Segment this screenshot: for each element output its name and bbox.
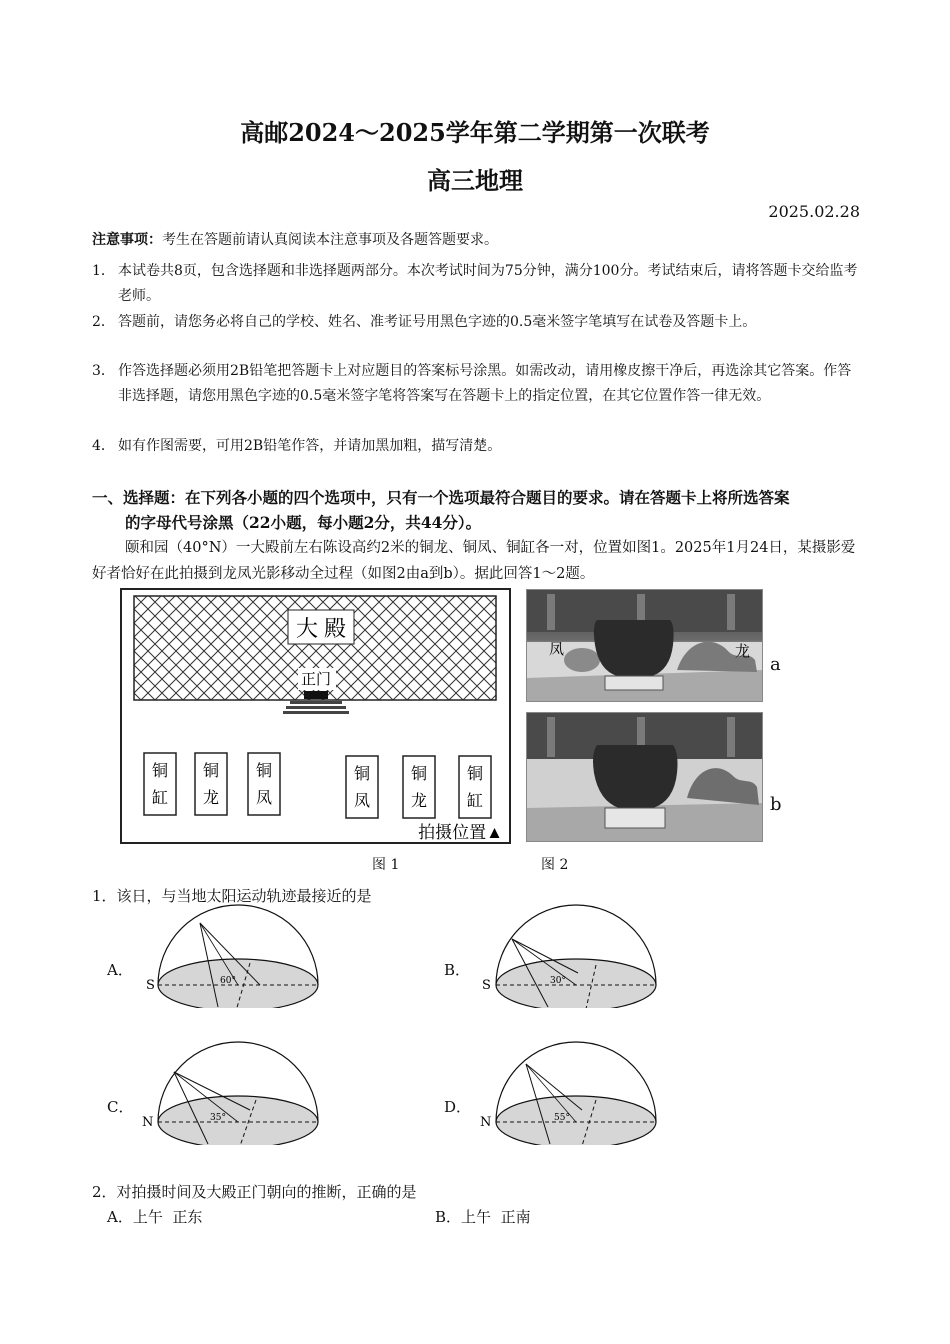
- q2-option-a[interactable]: A．上午 正东: [107, 1208, 203, 1226]
- exam-title: 高邮2024～2025学年第二学期第一次联考: [240, 118, 710, 147]
- svg-text:铜: 铜: [410, 766, 428, 783]
- direction-label: S: [482, 978, 491, 993]
- bronze-item-6: [459, 756, 491, 818]
- notice-intro: 考生在答题前请认真阅读本注意事项及各题答题要求。: [162, 232, 498, 248]
- angle-label: 55°: [554, 1113, 570, 1123]
- q1-option-a-diagram[interactable]: [140, 903, 330, 1008]
- svg-text:铜: 铜: [353, 766, 371, 783]
- angle-label: 35°: [210, 1113, 226, 1123]
- bronze-item-1: [144, 753, 176, 815]
- phoenix-shadow-label: 凤: [549, 641, 565, 658]
- svg-text:缸: 缸: [466, 793, 484, 810]
- bronze-item-3: [248, 753, 280, 815]
- bronze-item-5: [403, 756, 435, 818]
- direction-label: N: [142, 1115, 154, 1130]
- exam-subject: 高三地理: [427, 166, 523, 195]
- question-1-stem: 1．该日，与当地太阳运动轨迹最接近的是: [92, 887, 372, 905]
- q1-option-d-letter[interactable]: D．: [444, 1098, 472, 1116]
- bronze-item-4: [346, 756, 378, 818]
- bronze-item-2: [195, 753, 227, 815]
- q1-option-c-diagram[interactable]: [140, 1040, 330, 1145]
- figure-1-layout: [120, 588, 512, 845]
- q2-option-b[interactable]: B．上午 正南: [435, 1208, 531, 1226]
- notice-item-3: 3． 作答选择题必须用2B铅笔把答题卡上对应题目的答案标号涂黑。如需改动，请用橡皮擦干净后，再选涂其它答案。作答非选择题，请您用黑色字迹的0.5毫米签字笔将答案写在答题卡上的指定位置，在其它位置作答一律无效。: [92, 363, 852, 404]
- direction-label: N: [480, 1115, 492, 1130]
- figure-1-caption: 图 1: [372, 857, 400, 873]
- photo-a-tag: a: [770, 654, 781, 675]
- notice-label: 注意事项：: [92, 232, 162, 248]
- notice-item-4: 4． 如有作图需要，可用2B铅笔作答，并请加黑加粗，描写清楚。: [92, 438, 502, 454]
- svg-text:龙: 龙: [410, 793, 428, 810]
- camera-position-label: 拍摄位置▲: [418, 823, 503, 842]
- q1-option-b-letter[interactable]: B．: [444, 961, 471, 979]
- q1-option-d-diagram[interactable]: [478, 1040, 668, 1145]
- exam-date: 2025.02.28: [768, 202, 860, 221]
- angle-label: 30°: [550, 976, 566, 986]
- dragon-shadow-label: 龙: [735, 643, 751, 660]
- svg-text:铜: 铜: [151, 763, 169, 780]
- hall-label: 大 殿: [295, 616, 347, 641]
- section-heading: 一、选择题：在下列各小题的四个选项中，只有一个选项最符合题目的要求。请在答题卡上将所选答案 的字母代号涂黑（22小题，每小题2分，共44分）。: [92, 488, 790, 532]
- notice-item-2: 2． 答题前，请您务必将自己的学校、姓名、准考证号用黑色字迹的0.5毫米签字笔填写在试卷及答题卡上。: [92, 314, 757, 330]
- q1-option-a-letter[interactable]: A．: [107, 961, 133, 979]
- q1-option-c-letter[interactable]: C．: [107, 1098, 134, 1116]
- figure-2-caption: 图 2: [541, 857, 569, 873]
- svg-text:缸: 缸: [151, 790, 169, 807]
- notice-header: [92, 229, 498, 249]
- passage-text: 颐和园（40°N）一大殿前左右陈设高约2米的铜龙、铜凤、铜缸各一对，位置如图1。2025年1月24日，某摄影爱好者恰好在此拍摄到龙凤光影移动全过程（如图2由a到b）。据此回答1～2题。: [92, 540, 856, 582]
- photo-b-tag: b: [770, 794, 782, 815]
- direction-label: S: [146, 978, 155, 993]
- q1-option-b-diagram[interactable]: [478, 903, 668, 1008]
- svg-text:铜: 铜: [255, 763, 273, 780]
- notice-item-1: 1． 本试卷共8页，包含选择题和非选择题两部分。本次考试时间为75分钟，满分100分。考试结束后，请将答题卡交给监考老师。: [92, 263, 858, 304]
- svg-text:凤: 凤: [255, 790, 273, 807]
- svg-text:龙: 龙: [202, 790, 220, 807]
- svg-text:铜: 铜: [202, 763, 220, 780]
- question-2-stem: 2．对拍摄时间及大殿正门朝向的推断，正确的是: [92, 1183, 417, 1201]
- svg-text:铜: 铜: [466, 766, 484, 783]
- svg-text:凤: 凤: [353, 793, 371, 810]
- gate-label: 正门: [300, 671, 332, 688]
- photo-b: [526, 712, 763, 842]
- photo-a: [526, 589, 763, 702]
- angle-label: 60°: [220, 976, 236, 986]
- gate-door: [304, 691, 328, 699]
